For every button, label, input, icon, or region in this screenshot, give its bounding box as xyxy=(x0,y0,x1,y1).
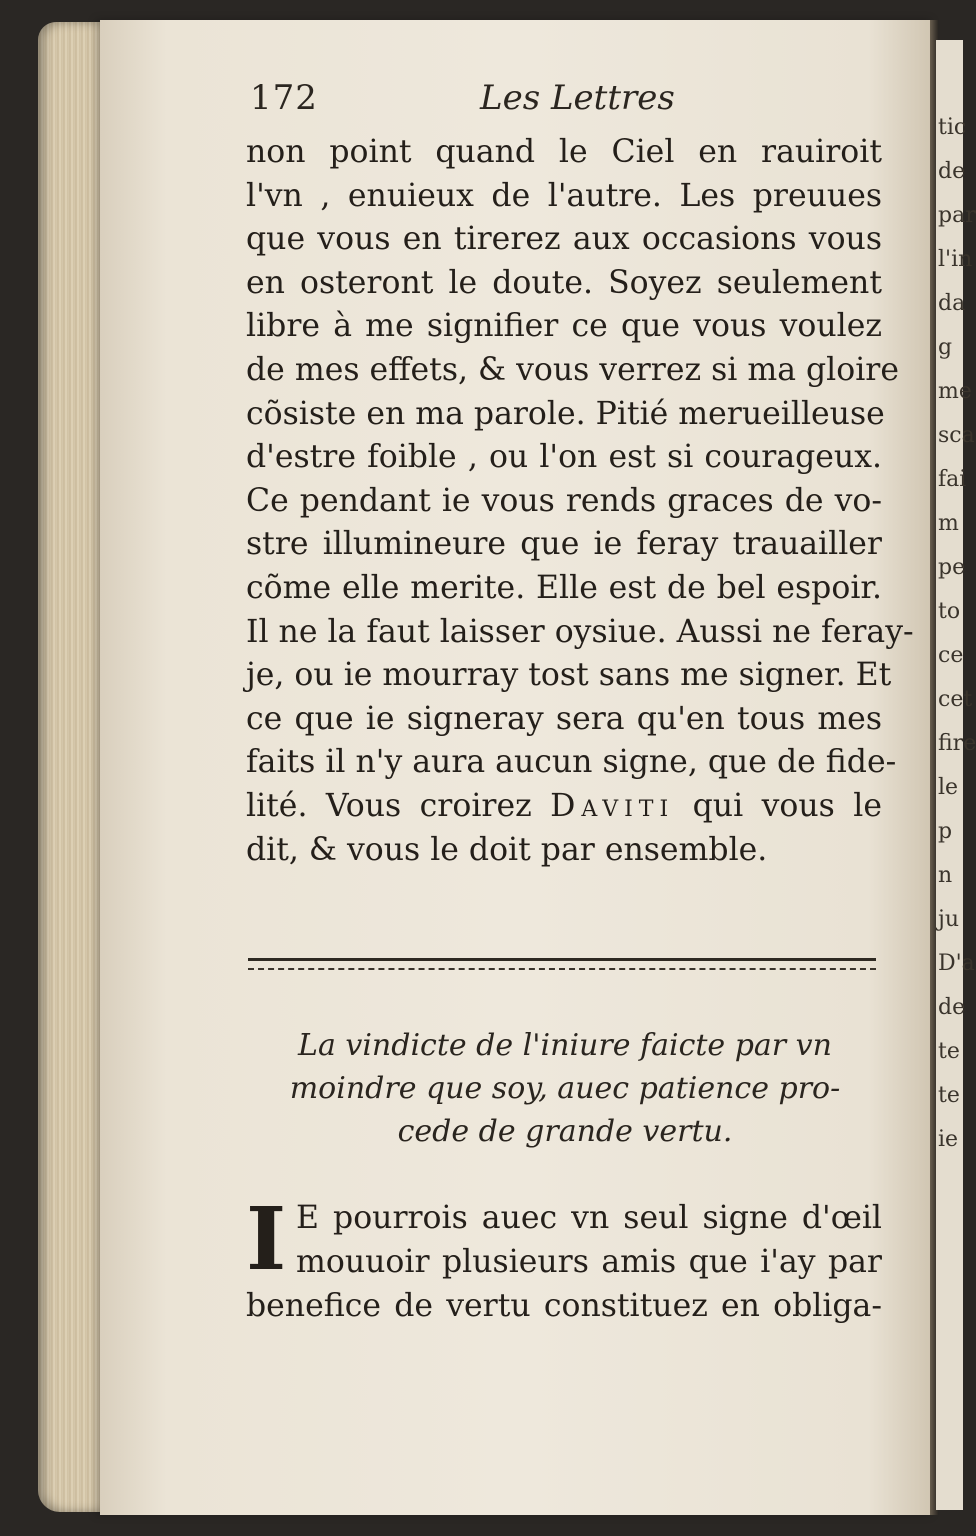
text-line: libre à me signifier ce que vous voulez xyxy=(246,308,882,345)
text-line: ce que ie signeray sera qu'en tous mes xyxy=(246,700,882,737)
signature-line xyxy=(246,785,882,829)
text-line: d'estre foible , ou l'on est si courageux. xyxy=(246,439,882,476)
heading-line: moindre que soy, auec patience pro- xyxy=(289,1071,841,1106)
text-line: cõme elle merite. Elle est de bel espoir. xyxy=(246,569,882,606)
drop-cap: I xyxy=(246,1189,287,1290)
text-line: que vous en tirerez aux occasions vous xyxy=(246,221,882,258)
facing-page-fragment: tic xyxy=(938,115,967,140)
facing-page-fragment: D'a xyxy=(938,951,975,976)
letter-heading xyxy=(270,1024,860,1153)
text-line: de mes effets, & vous verrez si ma gloire xyxy=(246,351,899,388)
facing-page-fragment: cet xyxy=(938,687,973,712)
text-line: Il ne la faut laisser oysiue. Aussi ne feray- xyxy=(246,613,914,650)
text-line: stre illumineure que ie feray trauailler xyxy=(246,526,882,563)
section-divider xyxy=(248,958,876,970)
heading-line: La vindicte de l'iniure faicte par vn xyxy=(298,1028,832,1063)
text-line: cõsiste en ma parole. Pitié merueilleuse xyxy=(246,395,885,432)
facing-page-fragment: pe xyxy=(938,555,966,580)
text-line: je, ou ie mourray tost sans me signer. Et xyxy=(246,657,892,694)
facing-page-fragment: m xyxy=(938,511,959,536)
signature-name: Daviti xyxy=(550,787,675,824)
signature-line-end: qui vous le xyxy=(692,787,883,824)
facing-page-fragment: te xyxy=(938,1039,960,1064)
heading-line: cede de grande vertu. xyxy=(397,1114,733,1149)
text-line: benefice de vertu constituez en obliga- xyxy=(246,1288,882,1324)
facing-page-fragment: l'in xyxy=(938,247,973,272)
facing-page-fragment: p xyxy=(938,819,953,844)
text-line: Ce pendant ie vous rends graces de vo- xyxy=(246,482,882,519)
running-head: Les Lettres xyxy=(480,78,675,118)
page-header xyxy=(250,78,890,126)
text-line: en osteront le doute. Soyez seulement xyxy=(246,264,882,301)
facing-page-fragment: da xyxy=(938,291,966,316)
letter-body xyxy=(246,131,914,872)
facing-page-fragment: sca xyxy=(938,423,975,448)
text-line: E pourrois auec vn seul signe d'œil xyxy=(296,1200,882,1236)
facing-page-fragment: n xyxy=(938,863,953,888)
page-number: 172 xyxy=(250,78,318,118)
facing-page-fragment: fai xyxy=(938,467,967,492)
facing-page-fragment: de xyxy=(938,995,966,1020)
text-line: mouuoir plusieurs amis que i'ay par xyxy=(296,1244,882,1280)
facing-page-fragment: te xyxy=(938,1083,960,1108)
facing-page-fragment: fire xyxy=(938,731,976,756)
facing-page-fragment: ce xyxy=(938,643,964,668)
facing-page-fragment: le xyxy=(938,775,959,800)
text-line: faits il n'y aura aucun signe, que de fide- xyxy=(246,744,897,781)
facing-page-fragment: to xyxy=(938,599,961,624)
facing-page-fragment: par xyxy=(938,203,976,228)
facing-page-fragment: g xyxy=(938,335,953,360)
facing-page-fragment: ju xyxy=(938,907,959,932)
facing-page-edge xyxy=(936,40,976,1510)
signature-line-start: lité. Vous croirez xyxy=(246,787,532,824)
facing-page-fragment: me xyxy=(938,379,972,404)
next-letter-body xyxy=(246,1189,882,1328)
text-line: non point quand le Ciel en rauiroit xyxy=(246,134,882,170)
facing-page-fragment: de xyxy=(938,159,966,184)
text-line: dit, & vous le doit par ensemble. xyxy=(246,831,768,868)
facing-page-fragment: ie xyxy=(938,1127,959,1152)
text-line: l'vn , enuieux de l'autre. Les preuues xyxy=(246,177,882,214)
